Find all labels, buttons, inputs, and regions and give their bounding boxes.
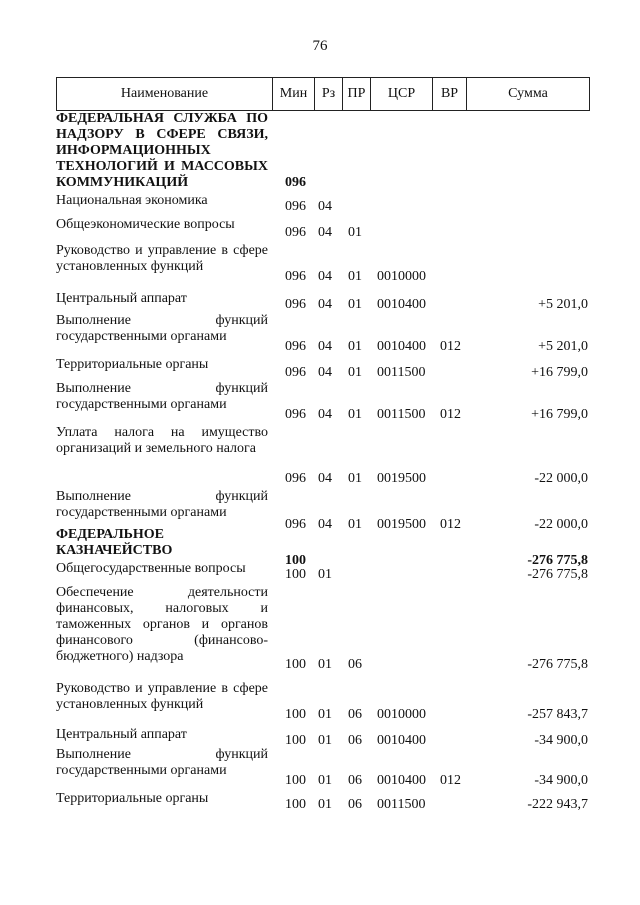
cell-csr: 0011500 bbox=[377, 797, 426, 812]
cell-pr: 01 bbox=[348, 269, 362, 284]
row-name: ФЕДЕРАЛЬНАЯ СЛУЖБА ПО НАДЗОРУ В СФЕРЕ СВЯЗИ, ИНФОРМАЦИОННЫХ ТЕХНОЛОГИЙ И МАССОВЫХ КОММУНИКАЦИЙ bbox=[56, 111, 268, 190]
table-row bbox=[0, 217, 640, 241]
table-row bbox=[0, 681, 640, 723]
column-header-name: Наименование bbox=[57, 78, 273, 110]
cell-sum: +5 201,0 bbox=[538, 297, 588, 312]
cell-min: 096 bbox=[285, 175, 306, 190]
cell-min: 096 bbox=[285, 297, 306, 312]
cell-sum: -276 775,8 bbox=[527, 553, 588, 568]
cell-rz: 04 bbox=[318, 199, 332, 214]
cell-min: 096 bbox=[285, 517, 306, 532]
cell-min: 096 bbox=[285, 365, 306, 380]
row-name: Уплата налога на имущество организаций и земельного налога bbox=[56, 425, 268, 456]
cell-min: 100 bbox=[285, 553, 306, 568]
row-name: Выполнение функций государственными органами bbox=[56, 313, 268, 344]
column-header-vr: ВР bbox=[433, 78, 467, 110]
cell-sum: -222 943,7 bbox=[527, 797, 588, 812]
cell-rz: 04 bbox=[318, 365, 332, 380]
cell-rz: 01 bbox=[318, 567, 332, 582]
row-name: Выполнение функций государственными органами bbox=[56, 381, 268, 412]
cell-csr: 0010400 bbox=[377, 773, 426, 788]
cell-csr: 0011500 bbox=[377, 407, 426, 422]
cell-sum: -276 775,8 bbox=[527, 657, 588, 672]
row-name: Выполнение функций государственными органами bbox=[56, 489, 268, 520]
cell-pr: 06 bbox=[348, 773, 362, 788]
table-row bbox=[0, 357, 640, 381]
table-row bbox=[0, 313, 640, 355]
cell-csr: 0010000 bbox=[377, 269, 426, 284]
cell-sum: +16 799,0 bbox=[531, 365, 588, 380]
cell-min: 096 bbox=[285, 407, 306, 422]
cell-rz: 04 bbox=[318, 225, 332, 240]
cell-pr: 01 bbox=[348, 407, 362, 422]
cell-rz: 04 bbox=[318, 297, 332, 312]
cell-min: 100 bbox=[285, 797, 306, 812]
cell-vr: 012 bbox=[440, 407, 461, 422]
row-name: Выполнение функций государственными органами bbox=[56, 747, 268, 778]
cell-pr: 01 bbox=[348, 471, 362, 486]
cell-min: 096 bbox=[285, 471, 306, 486]
row-name: Общегосударственные вопросы bbox=[56, 561, 246, 576]
table-row bbox=[0, 111, 640, 191]
cell-rz: 01 bbox=[318, 657, 332, 672]
table-header bbox=[56, 77, 590, 111]
column-header-min: Мин bbox=[273, 78, 315, 110]
row-name: Руководство и управление в сфере установленных функций bbox=[56, 681, 268, 712]
cell-csr: 0010400 bbox=[377, 339, 426, 354]
cell-rz: 04 bbox=[318, 471, 332, 486]
table-row bbox=[0, 381, 640, 423]
table-row bbox=[0, 193, 640, 215]
cell-min: 096 bbox=[285, 339, 306, 354]
cell-min: 100 bbox=[285, 707, 306, 722]
column-header-sum: Сумма bbox=[508, 86, 548, 101]
table-row bbox=[0, 243, 640, 285]
cell-pr: 01 bbox=[348, 339, 362, 354]
row-name: Руководство и управление в сфере установленных функций bbox=[56, 243, 268, 274]
cell-sum: -22 000,0 bbox=[534, 471, 588, 486]
row-name: Национальная экономика bbox=[56, 193, 208, 208]
cell-pr: 01 bbox=[348, 365, 362, 380]
cell-rz: 01 bbox=[318, 797, 332, 812]
table-row bbox=[0, 747, 640, 789]
cell-pr: 01 bbox=[348, 517, 362, 532]
cell-rz: 04 bbox=[318, 517, 332, 532]
cell-csr: 0019500 bbox=[377, 471, 426, 486]
cell-sum: -22 000,0 bbox=[534, 517, 588, 532]
cell-vr: 012 bbox=[440, 773, 461, 788]
cell-min: 096 bbox=[285, 269, 306, 284]
cell-csr: 0011500 bbox=[377, 365, 426, 380]
cell-pr: 01 bbox=[348, 225, 362, 240]
row-name: Общеэкономические вопросы bbox=[56, 217, 235, 232]
cell-csr: 0010400 bbox=[377, 733, 426, 748]
cell-rz: 04 bbox=[318, 269, 332, 284]
cell-min: 100 bbox=[285, 773, 306, 788]
cell-vr: 012 bbox=[440, 517, 461, 532]
cell-pr: 06 bbox=[348, 733, 362, 748]
table-row bbox=[0, 791, 640, 813]
cell-csr: 0019500 bbox=[377, 517, 426, 532]
cell-min: 100 bbox=[285, 657, 306, 672]
cell-pr: 06 bbox=[348, 657, 362, 672]
cell-rz: 04 bbox=[318, 407, 332, 422]
column-header-rz: Рз bbox=[315, 78, 343, 110]
table-row bbox=[0, 291, 640, 313]
cell-vr: 012 bbox=[440, 339, 461, 354]
cell-csr: 0010400 bbox=[377, 297, 426, 312]
cell-min: 100 bbox=[285, 567, 306, 582]
cell-pr: 06 bbox=[348, 707, 362, 722]
cell-sum: +5 201,0 bbox=[538, 339, 588, 354]
column-header-pr: ПР bbox=[343, 78, 371, 110]
cell-rz: 01 bbox=[318, 773, 332, 788]
cell-sum: -257 843,7 bbox=[527, 707, 588, 722]
row-name: ФЕДЕРАЛЬНОЕ КАЗНАЧЕЙСТВО bbox=[56, 527, 173, 558]
cell-rz: 01 bbox=[318, 733, 332, 748]
page-number: 76 bbox=[312, 38, 328, 54]
cell-pr: 06 bbox=[348, 797, 362, 812]
row-name: Центральный аппарат bbox=[56, 727, 187, 742]
cell-rz: 04 bbox=[318, 339, 332, 354]
cell-min: 096 bbox=[285, 199, 306, 214]
cell-min: 100 bbox=[285, 733, 306, 748]
row-name: Территориальные органы bbox=[56, 791, 209, 806]
table-row bbox=[0, 727, 640, 749]
cell-rz: 01 bbox=[318, 707, 332, 722]
table-row bbox=[0, 561, 640, 583]
cell-sum: -34 900,0 bbox=[534, 773, 588, 788]
cell-sum: +16 799,0 bbox=[531, 407, 588, 422]
cell-pr: 01 bbox=[348, 297, 362, 312]
row-name: Территориальные органы bbox=[56, 357, 209, 372]
row-name: Обеспечение деятельности финансовых, налоговых и таможенных органов и органов финансового (финансово-бюджетного) надзора bbox=[56, 585, 268, 664]
row-name: Центральный аппарат bbox=[56, 291, 187, 306]
cell-sum: -34 900,0 bbox=[534, 733, 588, 748]
column-header-csr: ЦСР bbox=[371, 78, 433, 110]
cell-min: 096 bbox=[285, 225, 306, 240]
cell-sum: -276 775,8 bbox=[527, 567, 588, 582]
cell-csr: 0010000 bbox=[377, 707, 426, 722]
table-row bbox=[0, 425, 640, 487]
table-row bbox=[0, 585, 640, 673]
